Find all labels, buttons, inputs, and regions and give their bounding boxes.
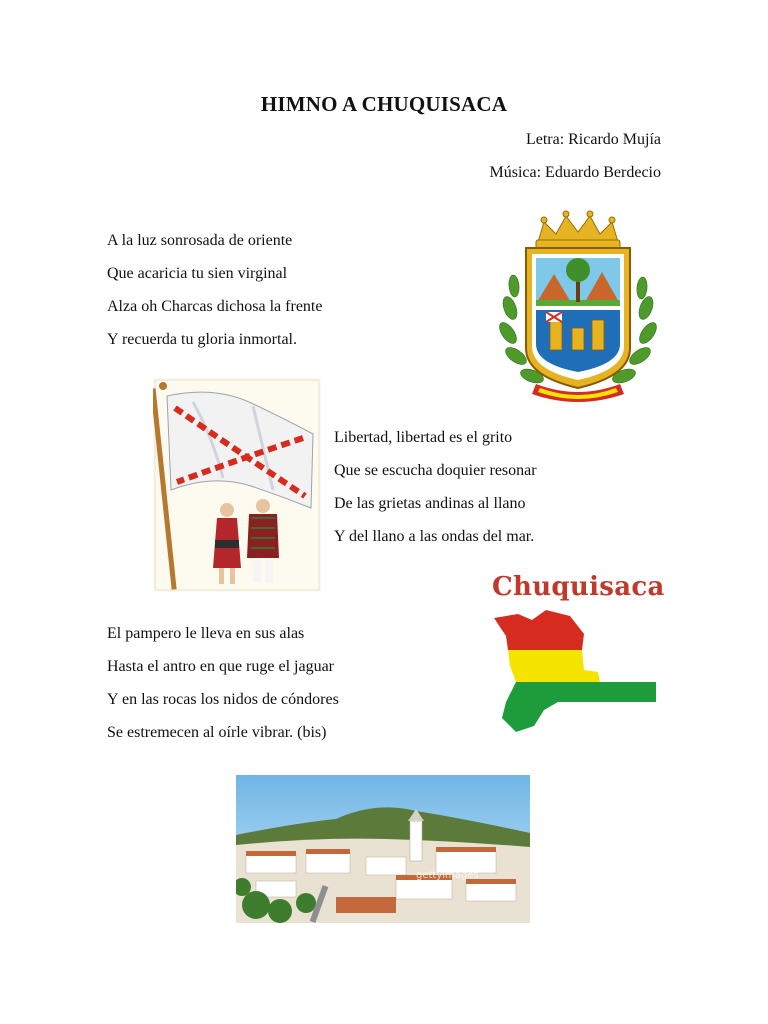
lyric-line: Libertad, libertad es el grito bbox=[334, 429, 513, 446]
music-credit: Música: Eduardo Berdecio bbox=[489, 164, 661, 181]
lyric-line: De las grietas andinas al llano bbox=[334, 495, 526, 512]
lyric-line: Alza oh Charcas dichosa la frente bbox=[107, 298, 323, 315]
stanza-1 bbox=[107, 224, 322, 356]
map-title: Chuquisaca bbox=[492, 572, 665, 602]
lyric-line: Y del llano a las ondas del mar. bbox=[334, 528, 535, 545]
stanza-2 bbox=[334, 421, 537, 553]
chuquisaca-map bbox=[488, 570, 664, 735]
lyric-line: Se estremecen al oírle vibrar. (bis) bbox=[107, 724, 327, 741]
lyric-line: Que acaricia tu sien virginal bbox=[107, 265, 288, 282]
lyric-line: Y recuerda tu gloria inmortal. bbox=[107, 331, 297, 348]
sucre-city-photo bbox=[236, 775, 530, 923]
lyric-line: El pampero le lleva en sus alas bbox=[107, 625, 305, 642]
cross-of-burgundy-flag-icon bbox=[153, 378, 321, 592]
stanza-3 bbox=[107, 617, 339, 749]
lyric-line: Que se escucha doquier resonar bbox=[334, 462, 537, 479]
lyric-line: Hasta el antro en que ruge el jaguar bbox=[107, 658, 335, 675]
lyric-line: Y en las rocas los nidos de cóndores bbox=[107, 691, 339, 708]
document-title: HIMNO A CHUQUISACA bbox=[260, 92, 508, 116]
lyric-line: A la luz sonrosada de oriente bbox=[107, 232, 293, 249]
coat-of-arms-icon bbox=[496, 208, 660, 408]
photo-watermark: gettyimages bbox=[416, 870, 479, 881]
lyrics-credit: Letra: Ricardo Mujía bbox=[525, 131, 661, 148]
